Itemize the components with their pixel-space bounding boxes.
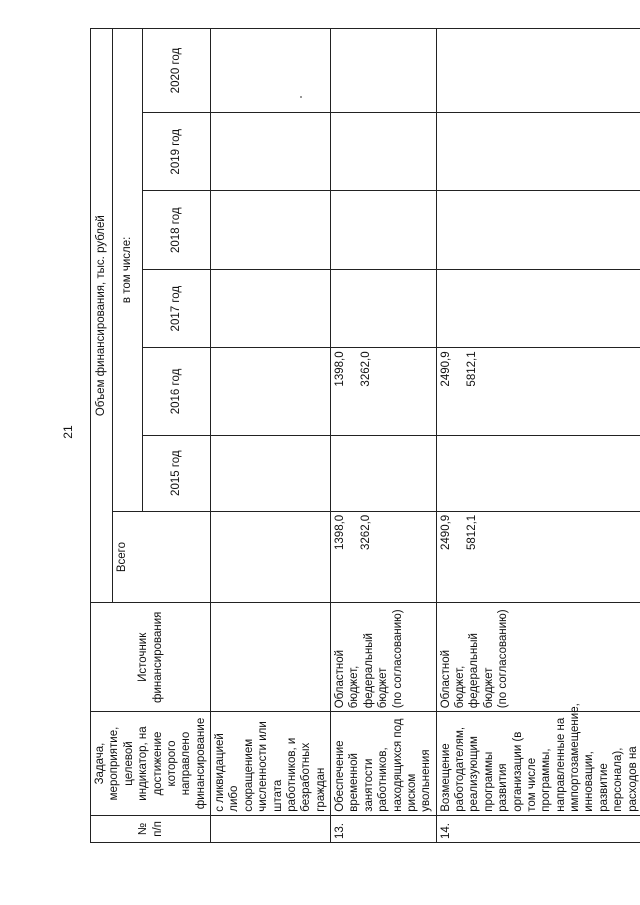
year-value: 2490,9 [439, 351, 452, 387]
row-year-2018 [331, 191, 437, 269]
row-year-2019 [331, 113, 437, 191]
row-source [331, 603, 437, 712]
source-line: федеральный [468, 633, 481, 709]
header-task: Задача, мероприятие, целевой индикатор, на достижение которого направлено финансирование [91, 712, 211, 816]
row-year-2020 [331, 29, 437, 113]
row-task: Обеспечение временной занятости работников, находящихся под риском увольнения [331, 712, 437, 816]
row-number: 13. [331, 815, 437, 842]
source-line: бюджет [377, 667, 390, 709]
row-number: 14. [436, 815, 640, 842]
header-volume: Объем финансирования, тыс. рублей [91, 29, 113, 603]
row-task: с ликвидацией либо сокращением численности или штата работников, и безработных граждан [211, 712, 331, 816]
header-total: Всего [113, 511, 211, 603]
total-value: 2490,9 [439, 514, 452, 550]
header-year-2020: 2020 год [143, 29, 211, 113]
source-line: Областной бюджет, [439, 649, 466, 709]
year-value: 3262,0 [360, 351, 373, 387]
row-year-2019 [211, 113, 331, 191]
row-year-2018 [211, 191, 331, 269]
row-year-2020 [436, 29, 640, 113]
financing-table [90, 28, 640, 843]
row-year-2016 [331, 348, 437, 435]
row-year-2016 [436, 348, 640, 435]
table-row [211, 29, 331, 843]
year-value: 5812,1 [466, 351, 478, 387]
source-line: федеральный [362, 633, 375, 709]
row-task: Возмещение работодателям, реализующим программы развития организации (в том числе программы, направленные на импортозамещение, инновации, развитие персонала), расходов на [436, 712, 640, 816]
header-year-2018: 2018 год [143, 191, 211, 269]
page-number: 21 [61, 425, 75, 439]
rotated-table-container [90, 28, 639, 843]
row-year-2016 [211, 348, 331, 435]
table-row [436, 29, 640, 843]
row-year-2017 [331, 269, 437, 347]
header-source: Источник финансирования [91, 603, 211, 712]
total-value: 5812,1 [466, 514, 478, 550]
header-year-2016: 2016 год [143, 348, 211, 435]
header-year-2015: 2015 год [143, 435, 211, 511]
total-value: 1398,0 [334, 514, 346, 550]
header-including: в том числе: [113, 29, 143, 512]
header-year-2019: 2019 год [143, 113, 211, 191]
row-number [211, 815, 331, 842]
row-year-2018 [436, 191, 640, 269]
source-line: Областной бюджет, [334, 649, 361, 709]
row-year-2019 [436, 113, 640, 191]
row-year-2015 [211, 435, 331, 511]
row-year-2020 [211, 29, 331, 113]
header-row-1 [91, 29, 113, 843]
row-year-2017 [211, 269, 331, 347]
source-line: (по согласованию) [391, 609, 404, 709]
year-value: 1398,0 [334, 351, 346, 387]
row-year-2015 [436, 435, 640, 511]
row-total [331, 511, 437, 603]
row-year-2017 [436, 269, 640, 347]
row-source [211, 603, 331, 712]
row-total [436, 511, 640, 603]
table-row [331, 29, 437, 843]
row-source [436, 603, 640, 712]
header-number: № п/п [91, 815, 211, 842]
source-line: бюджет [482, 667, 495, 709]
source-line: (по согласованию) [497, 609, 510, 709]
row-total [211, 511, 331, 603]
row-year-2015 [331, 435, 437, 511]
total-value: 3262,0 [360, 514, 373, 550]
header-year-2017: 2017 год [143, 269, 211, 347]
